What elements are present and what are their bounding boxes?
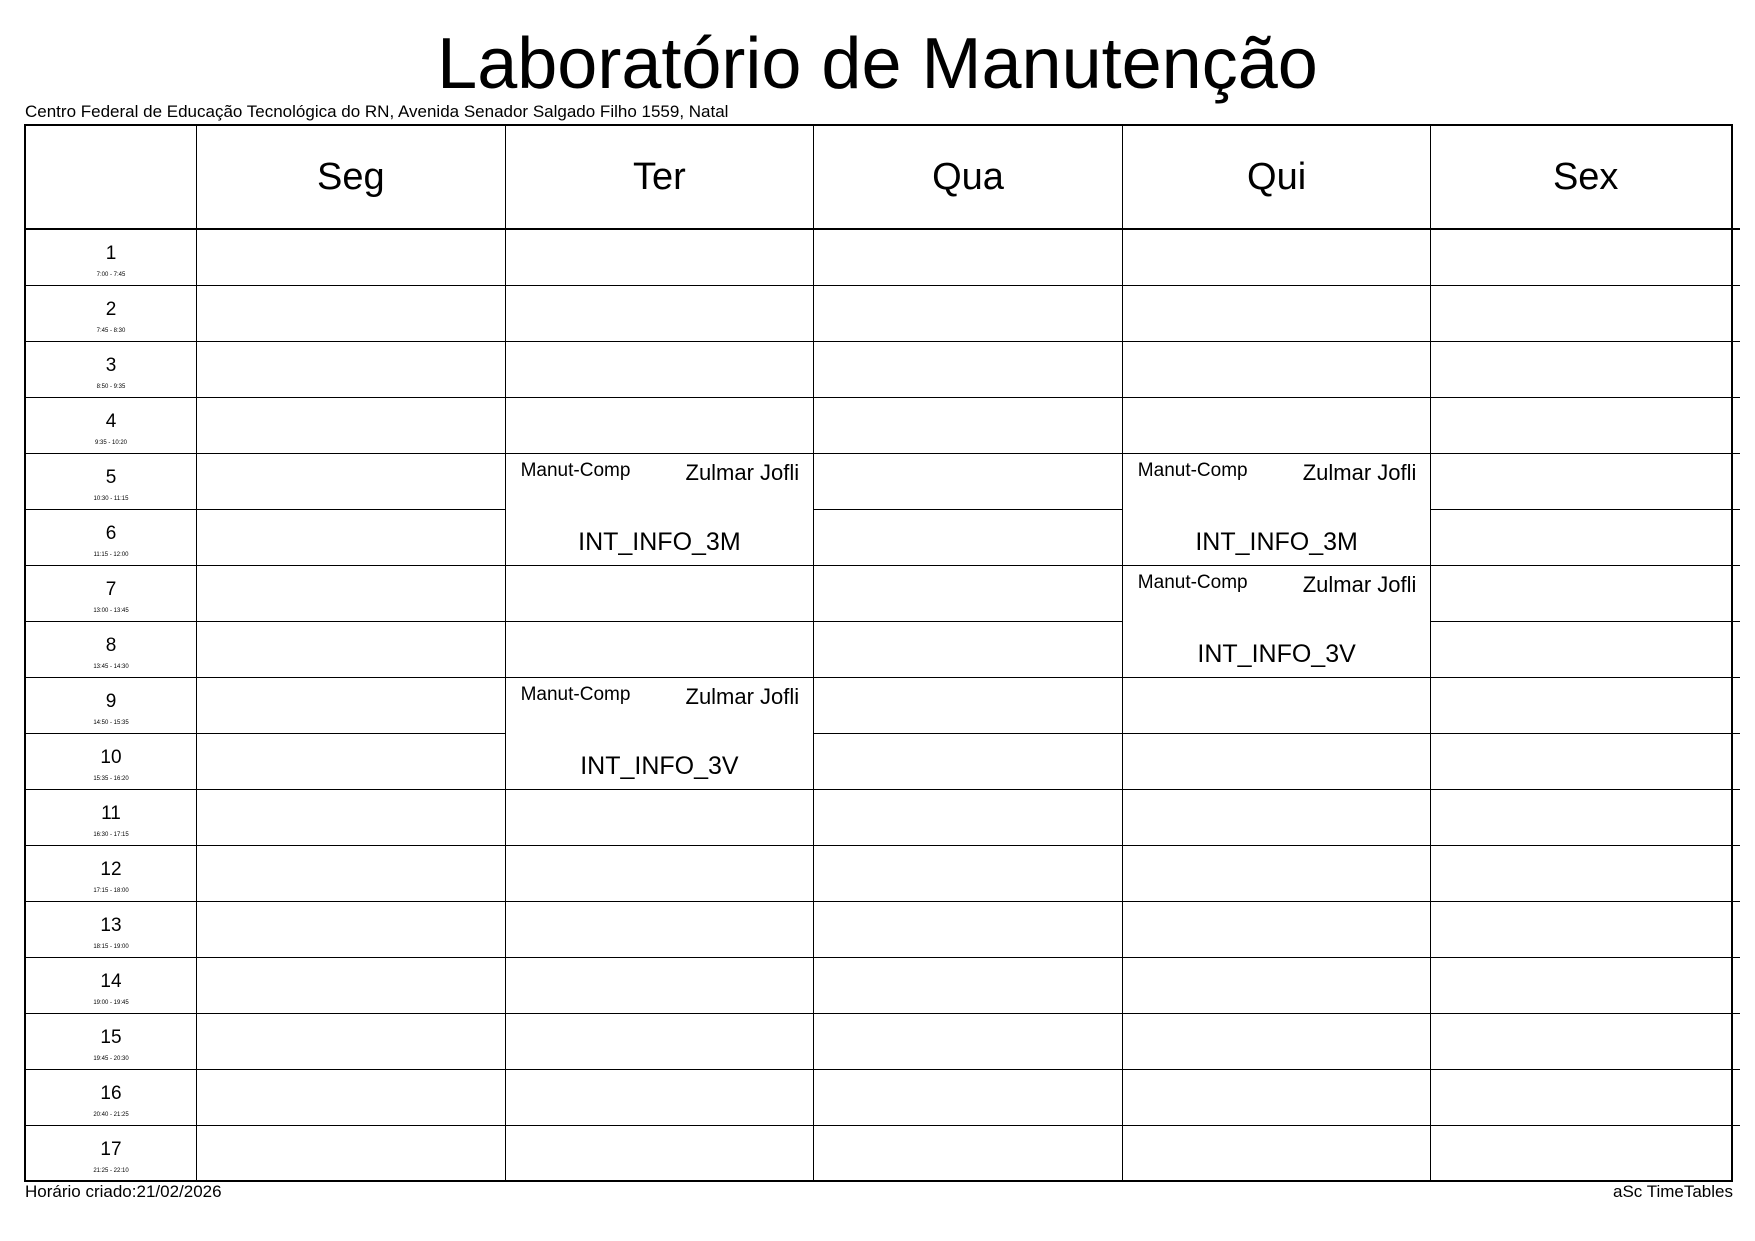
- period-number: 12: [100, 858, 122, 880]
- empty-slot: [506, 790, 815, 846]
- period-number: 14: [100, 970, 122, 992]
- period-number: 11: [101, 802, 121, 824]
- empty-slot: [506, 286, 815, 342]
- period-time: 15:35 - 16:20: [93, 775, 129, 782]
- empty-slot: [1123, 342, 1432, 398]
- lesson-card: [506, 678, 815, 790]
- day-header: Sex: [1431, 126, 1740, 230]
- empty-slot: [814, 286, 1123, 342]
- empty-slot: [506, 1070, 815, 1126]
- period-number: 7: [105, 578, 117, 600]
- empty-slot: [197, 230, 506, 286]
- day-header: Qui: [1123, 126, 1432, 230]
- empty-slot: [1123, 1070, 1432, 1126]
- period-number: 8: [105, 634, 117, 656]
- empty-slot: [506, 398, 815, 454]
- lesson-teacher: Zulmar Jofli: [685, 684, 800, 709]
- lesson-teacher: Zulmar Jofli: [685, 460, 800, 485]
- empty-slot: [814, 622, 1123, 678]
- period-cell: [26, 1014, 197, 1070]
- period-time: 13:00 - 13:45: [93, 607, 129, 614]
- empty-slot: [814, 454, 1123, 510]
- period-time: 13:45 - 14:30: [93, 663, 129, 670]
- period-cell: [26, 230, 197, 286]
- empty-slot: [1431, 790, 1740, 846]
- empty-slot: [197, 1126, 506, 1182]
- period-time: 14:50 - 15:35: [93, 719, 129, 726]
- empty-slot: [197, 902, 506, 958]
- empty-slot: [814, 958, 1123, 1014]
- empty-slot: [197, 1070, 506, 1126]
- lesson-card: [1123, 454, 1432, 566]
- empty-slot: [1123, 958, 1432, 1014]
- empty-slot: [506, 342, 815, 398]
- empty-slot: [1431, 846, 1740, 902]
- lesson-card: [506, 454, 815, 566]
- empty-slot: [197, 790, 506, 846]
- empty-slot: [197, 286, 506, 342]
- empty-slot: [1431, 398, 1740, 454]
- empty-slot: [1431, 342, 1740, 398]
- empty-slot: [814, 846, 1123, 902]
- empty-slot: [197, 958, 506, 1014]
- period-time: 10:30 - 11:15: [93, 495, 129, 502]
- empty-slot: [197, 454, 506, 510]
- lesson-class: INT_INFO_3M: [578, 528, 741, 556]
- empty-slot: [1123, 846, 1432, 902]
- empty-slot: [506, 846, 815, 902]
- empty-slot: [1431, 902, 1740, 958]
- empty-slot: [814, 398, 1123, 454]
- footer-created-date: Horário criado:21/02/2026: [25, 1182, 222, 1201]
- period-number: 16: [100, 1082, 122, 1104]
- lesson-class: INT_INFO_3M: [1195, 528, 1358, 556]
- lesson-teacher: Zulmar Jofli: [1302, 460, 1417, 485]
- period-number: 9: [105, 690, 117, 712]
- empty-slot: [1431, 734, 1740, 790]
- empty-slot: [814, 510, 1123, 566]
- lesson-subject: Manut-Comp: [520, 684, 631, 705]
- empty-slot: [197, 734, 506, 790]
- empty-slot: [1431, 622, 1740, 678]
- lesson-subject: Manut-Comp: [1137, 460, 1248, 481]
- empty-slot: [1431, 678, 1740, 734]
- period-number: 5: [105, 466, 117, 488]
- empty-slot: [1431, 1126, 1740, 1182]
- empty-slot: [1123, 790, 1432, 846]
- empty-slot: [1431, 958, 1740, 1014]
- empty-slot: [814, 1014, 1123, 1070]
- empty-slot: [197, 846, 506, 902]
- period-time: 21:25 - 22:10: [93, 1168, 129, 1174]
- empty-slot: [814, 1126, 1123, 1182]
- period-cell: [26, 1126, 197, 1182]
- period-cell: [26, 286, 197, 342]
- period-cell: [26, 622, 197, 678]
- period-number: 2: [105, 298, 117, 320]
- empty-slot: [506, 902, 815, 958]
- empty-slot: [1431, 454, 1740, 510]
- empty-slot: [1431, 566, 1740, 622]
- empty-slot: [1123, 398, 1432, 454]
- period-number: 4: [105, 410, 117, 432]
- lesson-subject: Manut-Comp: [1137, 572, 1248, 593]
- period-cell: [26, 1070, 197, 1126]
- empty-slot: [814, 734, 1123, 790]
- empty-slot: [1123, 902, 1432, 958]
- lesson-subject: Manut-Comp: [520, 460, 631, 481]
- timetable-grid: [24, 124, 1733, 1182]
- empty-slot: [197, 398, 506, 454]
- period-cell: [26, 958, 197, 1014]
- lesson-teacher: Zulmar Jofli: [1302, 572, 1417, 597]
- empty-slot: [197, 342, 506, 398]
- empty-slot: [1123, 734, 1432, 790]
- empty-slot: [814, 902, 1123, 958]
- empty-slot: [1431, 1070, 1740, 1126]
- page-title: Laboratório de Manutenção: [437, 24, 1318, 104]
- period-cell: [26, 454, 197, 510]
- period-cell: [26, 510, 197, 566]
- period-cell: [26, 846, 197, 902]
- empty-slot: [814, 342, 1123, 398]
- lesson-class: INT_INFO_3V: [1197, 640, 1356, 668]
- empty-slot: [506, 230, 815, 286]
- empty-slot: [197, 678, 506, 734]
- empty-slot: [1123, 286, 1432, 342]
- period-number: 3: [105, 354, 117, 376]
- period-number: 1: [105, 242, 117, 264]
- period-time: 9:35 - 10:20: [94, 439, 128, 446]
- empty-slot: [1123, 1014, 1432, 1070]
- period-cell: [26, 734, 197, 790]
- empty-slot: [814, 790, 1123, 846]
- empty-slot: [1123, 678, 1432, 734]
- empty-slot: [197, 510, 506, 566]
- period-time: 20:40 - 21:25: [93, 1111, 129, 1118]
- period-cell: [26, 678, 197, 734]
- period-cell: [26, 342, 197, 398]
- lesson-card: [1123, 566, 1432, 678]
- empty-slot: [1431, 1014, 1740, 1070]
- empty-slot: [197, 566, 506, 622]
- day-header: Seg: [197, 126, 506, 230]
- period-time: 19:00 - 19:45: [93, 999, 129, 1006]
- period-number: 17: [100, 1139, 122, 1160]
- empty-slot: [814, 566, 1123, 622]
- period-number: 15: [100, 1026, 122, 1048]
- empty-slot: [197, 622, 506, 678]
- empty-slot: [1123, 230, 1432, 286]
- period-time: 18:15 - 19:00: [93, 943, 129, 950]
- corner-cell: [26, 126, 197, 230]
- empty-slot: [197, 1014, 506, 1070]
- day-header: Ter: [506, 126, 815, 230]
- empty-slot: [506, 958, 815, 1014]
- period-cell: [26, 902, 197, 958]
- empty-slot: [1431, 230, 1740, 286]
- period-number: 13: [100, 914, 122, 936]
- period-number: 6: [105, 522, 117, 544]
- period-time: 17:15 - 18:00: [93, 887, 129, 894]
- empty-slot: [506, 566, 815, 622]
- period-cell: [26, 790, 197, 846]
- empty-slot: [1431, 510, 1740, 566]
- period-cell: [26, 398, 197, 454]
- empty-slot: [506, 1014, 815, 1070]
- period-time: 7:45 - 8:30: [96, 327, 126, 334]
- footer-generator: aSc TimeTables: [1613, 1182, 1733, 1201]
- period-cell: [26, 566, 197, 622]
- empty-slot: [506, 622, 815, 678]
- empty-slot: [814, 678, 1123, 734]
- period-time: 19:45 - 20:30: [93, 1055, 129, 1062]
- empty-slot: [814, 230, 1123, 286]
- period-number: 10: [100, 746, 122, 768]
- period-time: 8:50 - 9:35: [96, 383, 126, 390]
- period-time: 11:15 - 12:00: [93, 551, 129, 558]
- period-time: 7:00 - 7:45: [96, 271, 126, 278]
- empty-slot: [1123, 1126, 1432, 1182]
- empty-slot: [506, 1126, 815, 1182]
- empty-slot: [1431, 286, 1740, 342]
- empty-slot: [814, 1070, 1123, 1126]
- period-time: 16:30 - 17:15: [93, 831, 129, 838]
- page-subtitle: Centro Federal de Educação Tecnológica do RN, Avenida Senador Salgado Filho 1559, Natal: [25, 102, 729, 121]
- day-header: Qua: [814, 126, 1123, 230]
- lesson-class: INT_INFO_3V: [580, 752, 739, 780]
